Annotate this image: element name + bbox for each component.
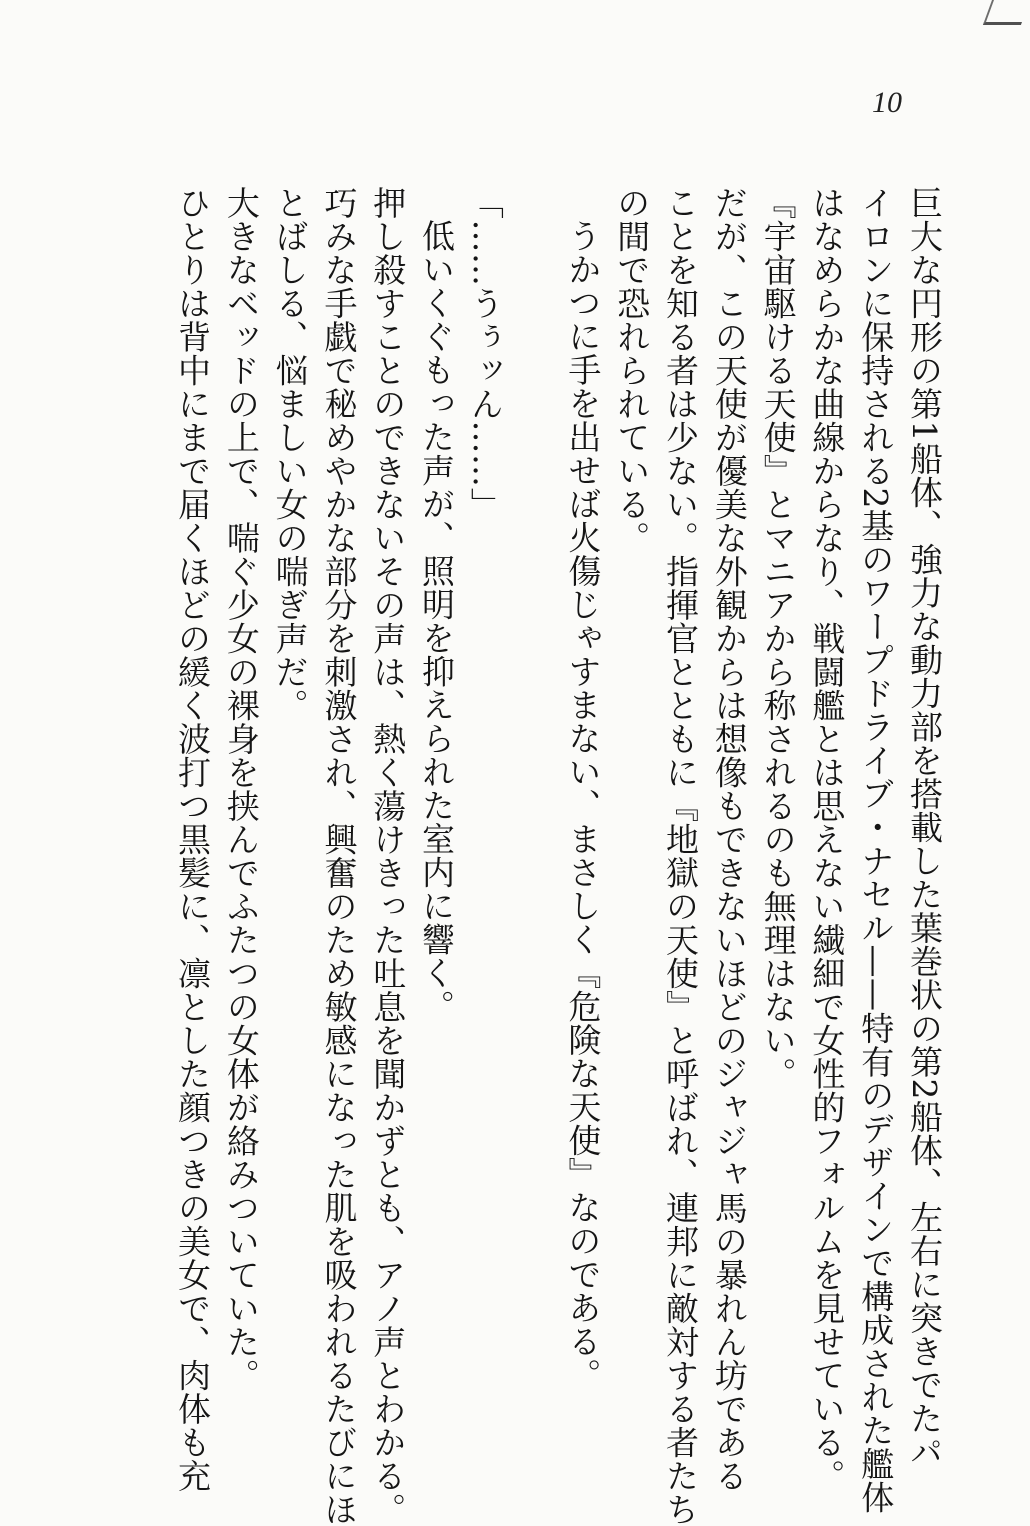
text-column-5: だが、この天使が優美な外観からは想像もできないほどのジャジャ馬の暴れん坊である (709, 186, 749, 1493)
text-column-1: 巨大な円形の第1船体、強力な動力部を搭載した葉巻状の第2船体、左右に突きでたパ (905, 186, 944, 1469)
text-column-2: イロンに保持される2基のワープドライブ・ナセル——特有のデザインで構成された艦体 (856, 186, 896, 1514)
text-column-13: 巧みな手戯で秘めやかな部分を刺激され、興奮のため敏感になった肌を吸われるたびにほ (319, 186, 359, 1526)
text-column-15: 大きなベッドの上で、喘ぐ少女の裸身を挟んでふたつの女体が絡みついていた。 (221, 186, 261, 1392)
text-column-7: の間で恐れられている。 (612, 186, 652, 555)
text-column-4: 『宇宙駆ける天使』とマニアから称されるのも無理はない。 (758, 186, 798, 1091)
page-corner-mark (983, 0, 1030, 25)
text-column-8: うかつに手を出せば火傷じゃすまない、まさしく『危険な天使』なのである。 (563, 219, 603, 1392)
text-column-3: はなめらかな曲線からなり、戦闘艦とは思えない繊細で女性的フォルムを見せている。 (807, 186, 847, 1493)
text-column-6: ことを知る者は少ない。指揮官とともに『地獄の天使』と呼ばれ、連邦に敵対する者たち (661, 186, 701, 1526)
page-number: 10 (872, 86, 902, 119)
text-column-14: とばしる、悩ましい女の喘ぎ声だ。 (270, 186, 310, 722)
vertical-text-body (148, 186, 948, 1526)
text-column-12: 押し殺すことのできないその声は、熱く蕩けきった吐息を聞かずとも、アノ声とわかる。 (368, 186, 408, 1526)
text-column-11: 低いくぐもった声が、照明を抑えられた室内に響く。 (417, 219, 457, 1023)
text-column-16: ひとりは背中にまで届くほどの緩く波打つ黒髪に、凛とした顔つきの美女で、肉体も充 (173, 186, 213, 1493)
text-column-10: 「……うぅッん……」 (465, 186, 505, 521)
